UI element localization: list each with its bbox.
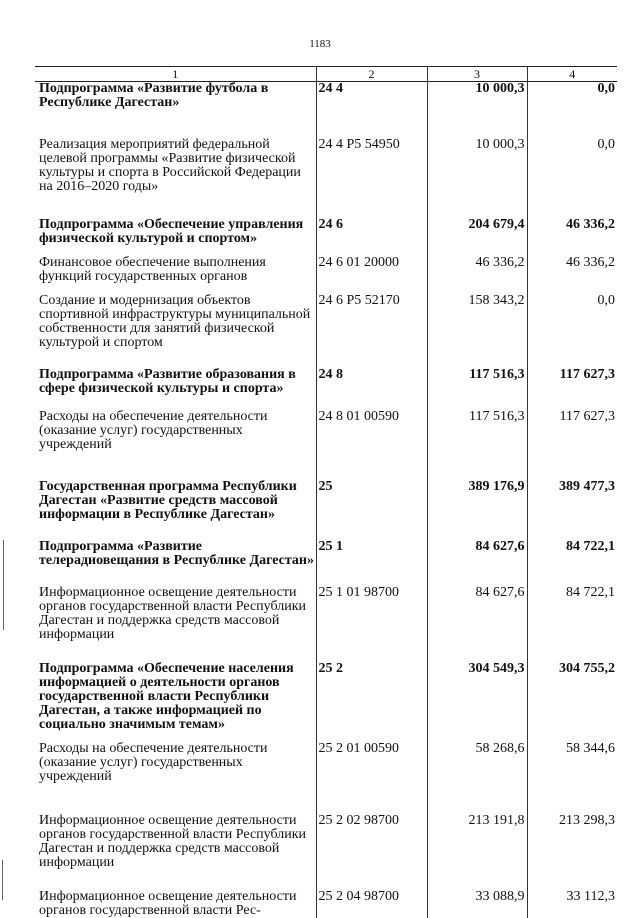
page-number: 1183	[0, 38, 640, 50]
table-row	[35, 294, 617, 368]
table-row-section	[35, 368, 617, 410]
table-row	[35, 742, 617, 814]
column-header-2: 2	[316, 67, 427, 82]
row-code: 25 2 02 98700	[316, 814, 427, 890]
table-row	[35, 586, 617, 662]
row-value-col3: 304 549,3	[427, 662, 527, 742]
scan-edge-mark	[2, 860, 3, 900]
row-name: Подпрограмма «Развитие телерадиовещания в Республике Дагестан»	[35, 540, 316, 586]
row-value-col4: 0,0	[527, 294, 617, 368]
row-value-col4: 46 336,2	[527, 218, 617, 256]
row-value-col3: 117 516,3	[427, 410, 527, 480]
row-value-col4: 304 755,2	[527, 662, 617, 742]
row-value-col4: 84 722,1	[527, 586, 617, 662]
table-row-section	[35, 662, 617, 742]
table-row-section	[35, 480, 617, 540]
row-code: 25	[316, 480, 427, 540]
row-value-col3: 33 088,9	[427, 890, 527, 918]
row-name: Расходы на обеспечение деятельности (оказание услуг) государственных учреждений	[35, 410, 316, 480]
row-value-col3: 158 343,2	[427, 294, 527, 368]
scan-edge-mark	[3, 540, 4, 630]
row-value-col3: 84 627,6	[427, 586, 527, 662]
row-code: 24 8	[316, 368, 427, 410]
row-value-col4: 84 722,1	[527, 540, 617, 586]
row-value-col4: 117 627,3	[527, 368, 617, 410]
row-code: 25 1	[316, 540, 427, 586]
row-value-col4: 213 298,3	[527, 814, 617, 890]
row-name: Информационное освещение деятельности органов государственной власти Республики Дагестан и поддержка средств массовой информации	[35, 814, 316, 890]
table-row	[35, 814, 617, 890]
row-code: 24 4	[316, 82, 427, 139]
table-header-row	[35, 67, 617, 82]
row-name: Финансовое обеспечение выполнения функций государственных органов	[35, 256, 316, 294]
row-name: Подпрограмма «Развитие образования в сфере физической культуры и спорта»	[35, 368, 316, 410]
table-row-section	[35, 540, 617, 586]
row-value-col3: 389 176,9	[427, 480, 527, 540]
row-code: 25 2 01 00590	[316, 742, 427, 814]
row-name: Государственная программа Республики Дагестан «Развитие средств массовой информации в Республике Дагестан»	[35, 480, 316, 540]
row-value-col3: 117 516,3	[427, 368, 527, 410]
table-row	[35, 138, 617, 218]
column-header-1: 1	[35, 67, 316, 82]
table-row	[35, 410, 617, 480]
row-name: Информационное освещение деятельности органов государственной власти Республики Дагестан и поддержка средств массовой информации	[35, 586, 316, 662]
row-name: Подпрограмма «Развитие футбола в Республике Дагестан»	[35, 82, 316, 139]
row-value-col4: 33 112,3	[527, 890, 617, 918]
row-value-col4: 117 627,3	[527, 410, 617, 480]
row-name: Подпрограмма «Обеспечение населения информацией о деятельности органов государственной власти Республики Дагестан, а также информацией по социально значимым темам»	[35, 662, 316, 742]
row-value-col4: 58 344,6	[527, 742, 617, 814]
column-header-4: 4	[527, 67, 617, 82]
row-code: 24 4 P5 54950	[316, 138, 427, 218]
row-code: 24 6 01 20000	[316, 256, 427, 294]
row-value-col3: 58 268,6	[427, 742, 527, 814]
row-name: Информационное освещение деятельности органов государственной власти Рес-	[35, 890, 316, 918]
row-value-col4: 389 477,3	[527, 480, 617, 540]
table-row	[35, 256, 617, 294]
row-value-col4: 46 336,2	[527, 256, 617, 294]
row-value-col4: 0,0	[527, 138, 617, 218]
row-name: Создание и модернизация объектов спортивной инфраструктуры муниципальной собственности для занятий физической культурой и спортом	[35, 294, 316, 368]
row-value-col3: 204 679,4	[427, 218, 527, 256]
table-row	[35, 890, 617, 918]
table-body	[35, 82, 617, 918]
row-code: 25 2	[316, 662, 427, 742]
row-value-col3: 84 627,6	[427, 540, 527, 586]
row-code: 24 6	[316, 218, 427, 256]
row-code: 24 6 P5 52170	[316, 294, 427, 368]
row-code: 25 1 01 98700	[316, 586, 427, 662]
row-code: 25 2 04 98700	[316, 890, 427, 918]
row-name: Подпрограмма «Обеспечение управления физической культурой и спортом»	[35, 218, 316, 256]
budget-table	[35, 66, 617, 918]
row-value-col3: 213 191,8	[427, 814, 527, 890]
table-row-section	[35, 218, 617, 256]
row-value-col3: 10 000,3	[427, 138, 527, 218]
row-value-col4: 0,0	[527, 82, 617, 139]
column-header-3: 3	[427, 67, 527, 82]
row-value-col3: 46 336,2	[427, 256, 527, 294]
table-row-section	[35, 82, 617, 139]
row-name: Расходы на обеспечение деятельности (оказание услуг) государственных учреждений	[35, 742, 316, 814]
row-value-col3: 10 000,3	[427, 82, 527, 139]
row-name: Реализация мероприятий федеральной целевой программы «Развитие физической культуры и спорта в Российской Федерации на 2016–2020 годы»	[35, 138, 316, 218]
row-code: 24 8 01 00590	[316, 410, 427, 480]
